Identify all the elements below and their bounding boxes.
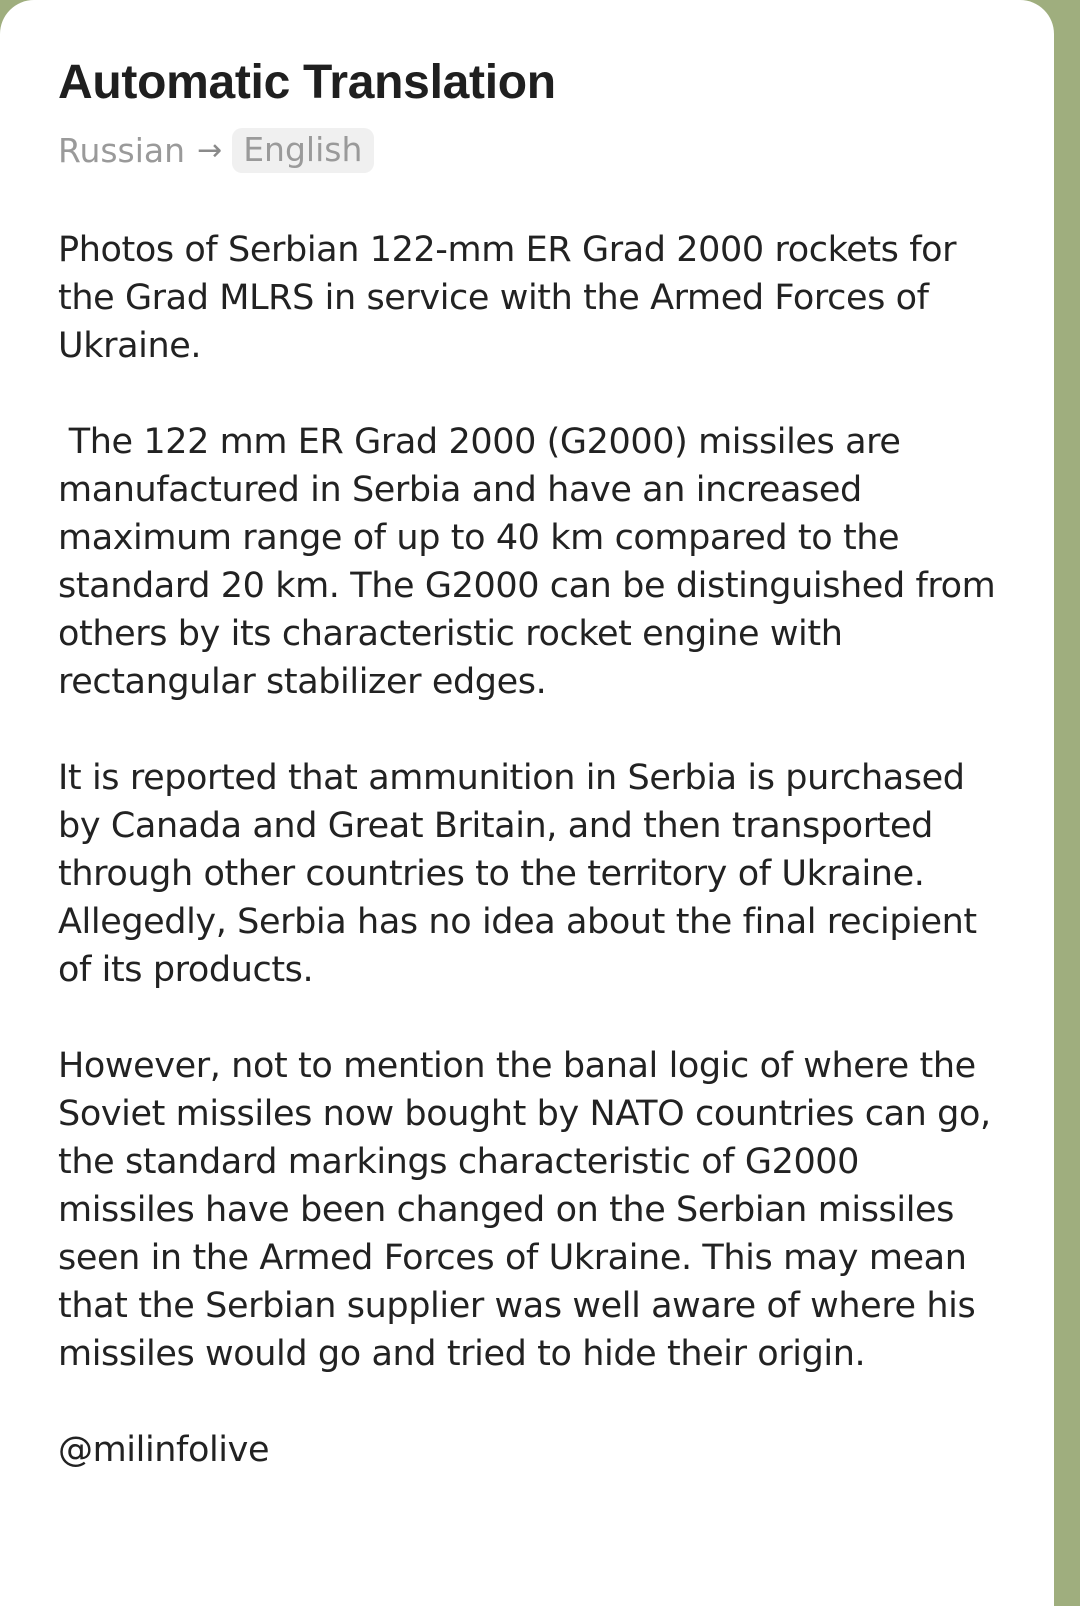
paragraph-3: It is reported that ammunition in Serbia is purchased by Canada and Great Britain, and then transported through other countries to the territory of Ukraine. Allegedly, Serbia has no idea about the final recipient of its products. [58, 758, 988, 990]
target-language-button[interactable]: English [232, 128, 374, 173]
language-pair [58, 126, 998, 174]
source-language: Russian [58, 130, 186, 170]
paragraph-2: The 122 mm ER Grad 2000 (G2000) missiles are manufactured in Serbia and have an increased maximum range of up to 40 km compared to the standard 20 km. The G2000 can be distinguished from others by its characteristic rocket engine with rectangular stabilizer edges. [58, 422, 1007, 702]
sheet-title: Automatic Translation [58, 56, 556, 109]
paragraph-4: However, not to mention the banal logic of where the Soviet missiles now bought by NATO countries can go, the standard markings characteristic of G2000 missiles have been changed on the Serbian missiles seen in the Armed Forces of Ukraine. This may mean that the Serbian supplier was well aware of where his missiles would go and tried to hide their origin. [58, 1046, 1002, 1374]
translated-text [58, 226, 1007, 1474]
paragraph-1: Photos of Serbian 122-mm ER Grad 2000 rockets for the Grad MLRS in service with the Armed Forces of Ukraine. [58, 230, 967, 366]
arrow-right-icon: → [197, 132, 223, 168]
channel-handle[interactable]: @milinfolive [58, 1430, 270, 1470]
